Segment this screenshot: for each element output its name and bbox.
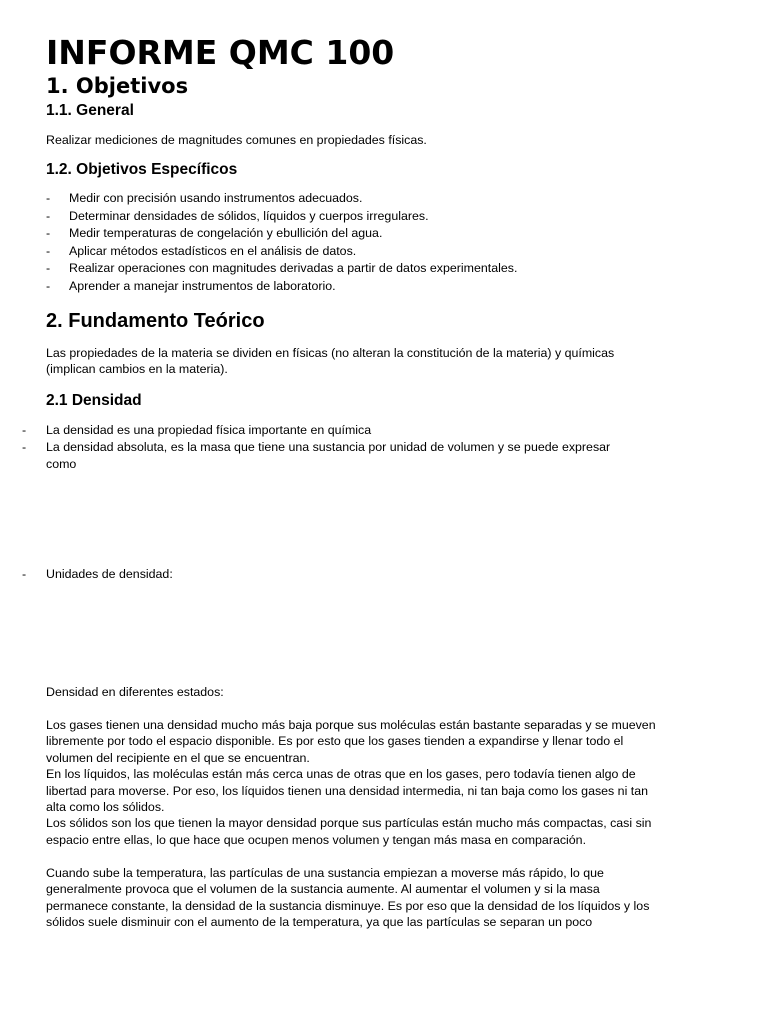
density-heading: 2.1 Densidad — [46, 392, 142, 409]
section-2-heading: 2. Fundamento Teórico — [46, 310, 265, 332]
liquids-text: En los líquidos, las moléculas están más cerca unas de otras que en los gases, pero todavía tienen algo de libertad para moverse. Por eso, los líquidos tienen una densidad intermedia, ni tan baja como los gases ni tan alta como los sólidos. — [46, 767, 648, 815]
list-item: - La densidad es una propiedad física importante en química — [22, 423, 372, 437]
list-item: - Realizar operaciones con magnitudes derivadas a partir de datos experimentales. — [46, 260, 517, 278]
units-list — [22, 566, 642, 583]
bullet-marker: - — [46, 261, 51, 276]
list-item: - La densidad absoluta, es la masa que tiene una sustancia por unidad de volumen y se puede expresar como — [22, 440, 611, 471]
states-paragraph — [46, 717, 661, 848]
list-item: - Aplicar métodos estadísticos en el análisis de datos. — [46, 243, 517, 261]
list-item: - Aprender a manejar instrumentos de laboratorio. — [46, 278, 517, 296]
bullet-marker: - — [22, 440, 27, 454]
gases-text: Los gases tienen una densidad mucho más baja porque sus moléculas están bastante separadas y se mueven libremente por todo el espacio disponible. Es por esto que los gases tienden a expandirse y llenar todo el volumen del recipiente en el que se encuentran. — [46, 718, 656, 765]
document-title: INFORME QMC 100 — [46, 33, 395, 72]
section-1-heading: 1. Objetivos — [46, 74, 189, 98]
temperature-paragraph: Cuando sube la temperatura, las partículas de una sustancia empiezan a moverse más rápido, lo que generalmente provoca que el volumen de la sustancia aumente. Al aumentar el volumen y si la masa permanece constante, la densidad de la sustancia disminuye. Es por eso que la densidad de los líquidos y los sólidos suele disminuir con el aumento de la temperatura, ya que las partículas se separan un poco — [46, 866, 650, 930]
specific-objectives-list — [46, 190, 517, 296]
bullet-marker: - — [46, 243, 51, 258]
bullet-marker: - — [46, 208, 51, 223]
states-label: Densidad en diferentes estados: — [46, 685, 224, 699]
list-item: - Unidades de densidad: — [22, 567, 173, 581]
bullet-marker: - — [46, 278, 51, 293]
bullet-marker: - — [22, 423, 27, 437]
solids-text: Los sólidos son los que tienen la mayor densidad porque sus partículas están mucho más compactas, casi sin espacio entre ellas, lo que hace que ocupen menos volumen y tengan más masa en comparación. — [46, 816, 652, 847]
general-text: Realizar mediciones de magnitudes comunes en propiedades físicas. — [46, 133, 427, 147]
general-heading: 1.1. General — [46, 102, 134, 119]
specific-objectives-heading: 1.2. Objetivos Específicos — [46, 161, 238, 178]
bullet-marker: - — [46, 191, 51, 205]
bullet-marker: - — [46, 226, 51, 241]
list-item: - Medir temperaturas de congelación y ebullición del agua. — [46, 225, 517, 243]
list-item: - Medir con precisión usando instrumentos adecuados. — [46, 190, 517, 208]
theory-intro: Las propiedades de la materia se dividen en físicas (no alteran la constitución de la materia) y químicas (implican cambios en la materia). — [46, 346, 615, 377]
bullet-marker: - — [22, 567, 27, 581]
density-list — [22, 422, 642, 473]
list-item: - Determinar densidades de sólidos, líquidos y cuerpos irregulares. — [46, 208, 517, 226]
